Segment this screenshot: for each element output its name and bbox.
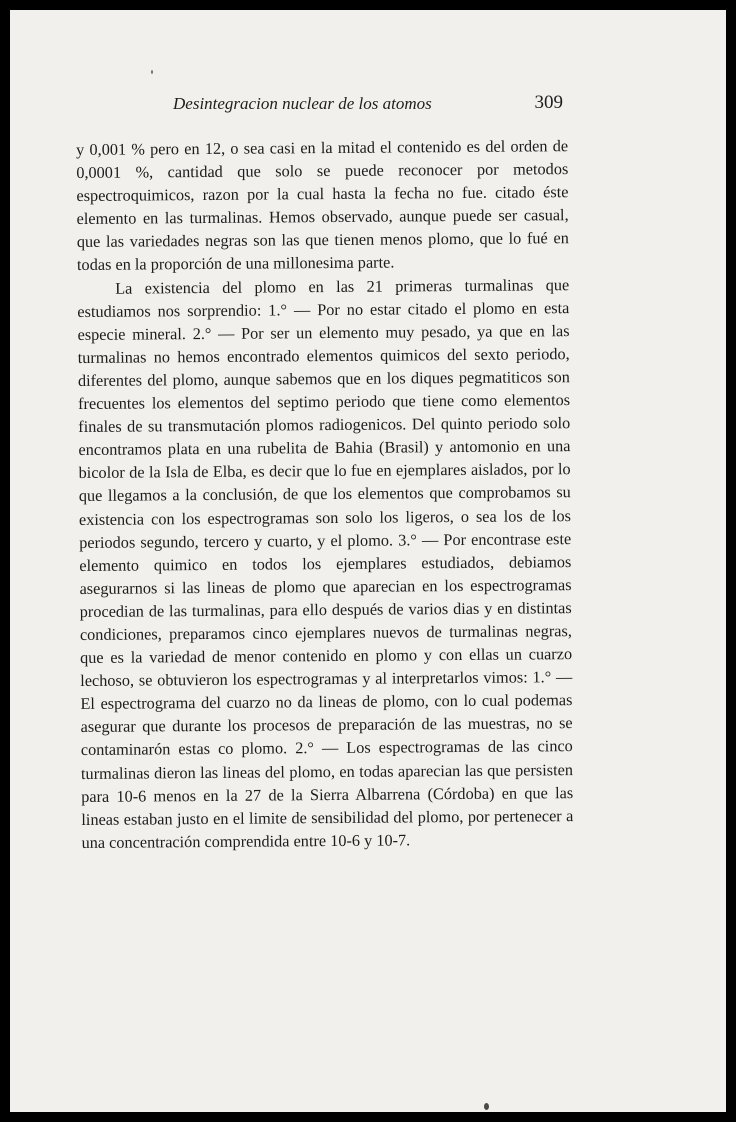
page-number: 309 xyxy=(534,92,563,113)
body-text xyxy=(76,134,574,854)
paragraph: y 0,001 % pero en 12, o sea casi en la mitad el contenido es del orden de 0,0001 %, cantidad que solo se puede reconocer por metodos espectroquimicos, razon por la cual hasta la fecha no fue. citado éste elemento en las turmalinas. Hemos observado, aunque puede ser casual, que las variedades negras son las que tienen menos plomo, que lo fué en todas en la proporción de una millonesima parte. xyxy=(76,136,569,275)
book-page xyxy=(10,10,726,1112)
running-head xyxy=(173,94,573,118)
paragraph: La existencia del plomo en las 21 primeras turmalinas que estudiamos nos sorprendio: 1.° — Por no estar citado el plomo en esta especie mineral. 2.° — Por ser un elemento muy pesado, ya que en las turmalinas no hemos encontrado elementos quimicos del sexto periodo, diferentes del plomo, aunque sabemos que en los diques pegmatiticos son frecuentes los elementos del septimo periodo que tiene como elementos finales de su transmutación plomos radiogenicos. Del quinto periodo solo encontramos plata en una rubelita de Bahia (Brasil) y antomonio en una bicolor de la Isla de Elba, es decir que lo fue en ejemplares aislados, por lo que llegamos a la conclusión, de que los elementos que comprobamos su existencia con los espectrogramas son solo los ligeros, o sea los de los periodos segundo, tercero y cuarto, y el plomo. 3.° — Por encontrase este elemento quimico en todos los ejemplares estudiados, debiamos asegurarnos si las lineas de plomo que aparecian en los espectrogramas procedian de las turmalinas, para ello después de varios dias y en distintas condiciones, preparamos cinco ejemplares nuevos de turmalinas negras, que es la variedad de menor contenido en plomo y con ellas un cuarzo lechoso, se obtuvieron los espectrogramas y al interpretarlos vimos: 1.° — El espectrograma del cuarzo no da lineas de plomo, con lo cual podemas asegurar que durante los procesos de preparación de las muestras, no se contaminarón estas co plomo. 2.° — Los espectrogramas de las cinco turmalinas dieron las lineas del plomo, en todas aparecian las que persisten para 10-6 menos en la 27 de la Sierra Albarrena (Córdoba) en que las lineas estaban justo en el limite de sensibilidad del plomo, por pertenecer a una concentración comprendida entre 10-6 y 10-7. xyxy=(77,274,574,852)
ink-speck-mark xyxy=(484,1103,489,1110)
ink-speck-mark xyxy=(151,70,153,74)
running-title: Desintegracion nuclear de los atomos xyxy=(173,94,432,113)
